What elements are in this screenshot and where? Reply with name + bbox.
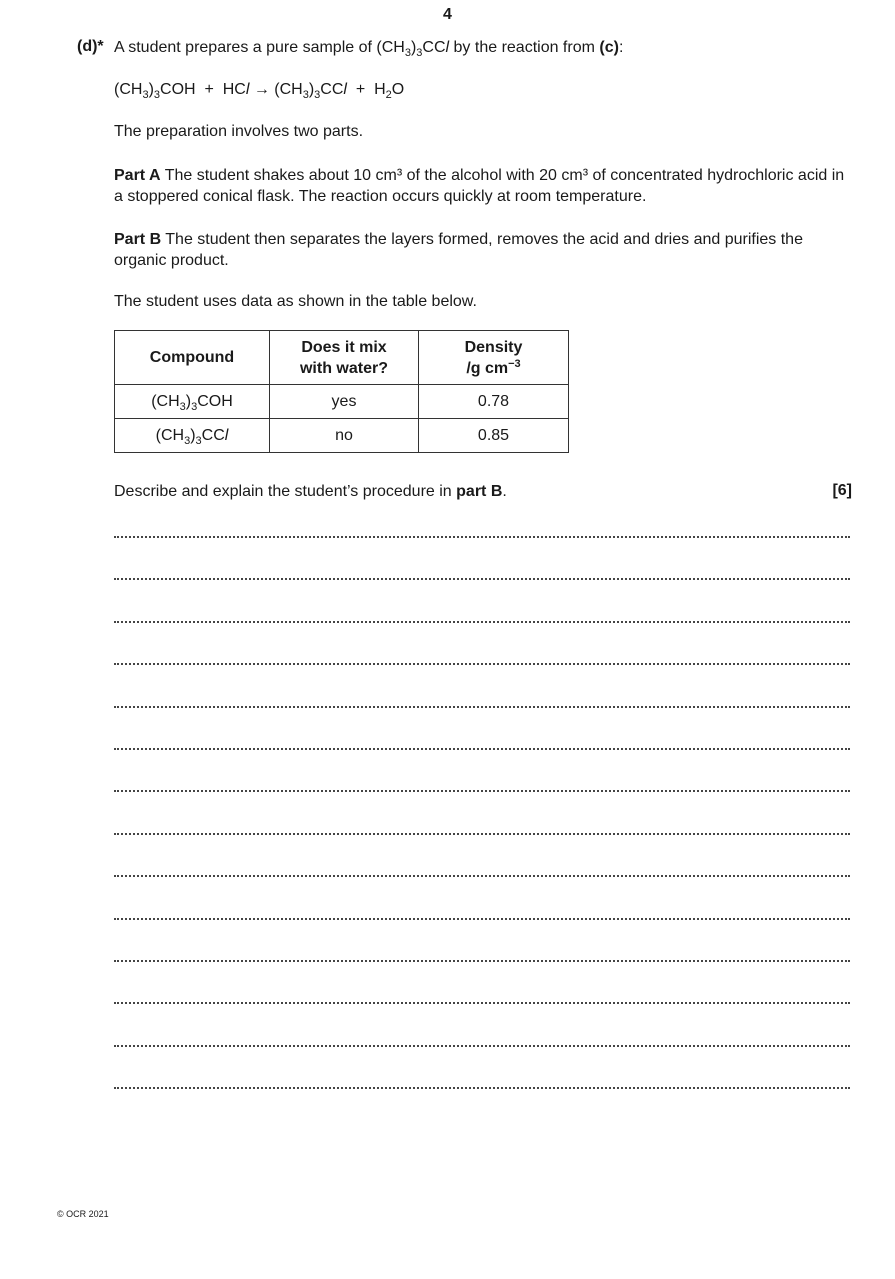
data-intro: The student uses data as shown in the table below. <box>114 293 477 310</box>
answer-line[interactable] <box>114 833 850 835</box>
part-a <box>114 165 854 207</box>
answer-line[interactable] <box>114 960 850 962</box>
cell-mix: no <box>270 419 419 453</box>
task-prompt <box>114 482 507 502</box>
answer-line[interactable] <box>114 1087 850 1089</box>
part-b <box>114 229 854 271</box>
answer-line[interactable] <box>114 578 850 580</box>
intro-ref: (c) <box>599 39 619 56</box>
eq-plus-2: + <box>355 81 366 98</box>
part-b-label: Part B <box>114 231 162 248</box>
answer-line[interactable] <box>114 663 850 665</box>
eq-arrow: → <box>253 81 270 98</box>
preparation-text: The preparation involves two parts. <box>114 123 364 140</box>
question-label: (d)* <box>77 38 104 55</box>
table-header-row <box>115 331 569 385</box>
answer-line[interactable] <box>114 790 850 792</box>
page-number: 4 <box>443 6 452 23</box>
task-text: Describe and explain the student’s procedure in <box>114 483 452 500</box>
task-bold: part B <box>456 483 503 500</box>
cell-density: 0.85 <box>419 419 569 453</box>
cell-density: 0.78 <box>419 385 569 419</box>
intro-colon: : <box>618 39 624 56</box>
answer-line[interactable] <box>114 918 850 920</box>
answer-line[interactable] <box>114 748 850 750</box>
data-table <box>114 330 569 453</box>
table-row <box>115 385 569 419</box>
intro-from: by the reaction from <box>453 39 595 56</box>
header-density: Density /g $cm^{-3}$ <box>419 331 569 385</box>
header-compound: Compound <box>115 331 270 385</box>
intro-text: A student prepares a pure sample of <box>114 39 372 56</box>
part-a-label: Part A <box>114 167 161 184</box>
task-end: . <box>502 483 507 500</box>
answer-line[interactable] <box>114 706 850 708</box>
answer-line[interactable] <box>114 1045 850 1047</box>
question-intro: A student prepares a pure sample of $(CH_3)_3CCl$ by the reaction from (c): <box>114 39 624 59</box>
part-b-text: The student then separates the layers formed, removes the acid and dries and purifies the organic product. <box>114 231 803 269</box>
answer-line[interactable] <box>114 621 850 623</box>
cell-mix: yes <box>270 385 419 419</box>
answer-line[interactable] <box>114 1002 850 1004</box>
answer-line[interactable] <box>114 536 850 538</box>
answer-line[interactable] <box>114 875 850 877</box>
reaction-equation: $(CH_3)_3COH$ + HCl → $(CH_3)_3CCl + H_2O$ <box>114 81 405 101</box>
part-a-text: The student shakes about 10 cm³ of the alcohol with 20 cm³ of concentrated hydrochloric acid in a stoppered conical flask. The reaction occurs quickly at room temperature. <box>114 167 845 205</box>
eq-plus-1: + <box>204 81 214 98</box>
table-row <box>115 419 569 453</box>
header-mix: Does it mix with water? <box>270 331 419 385</box>
cell-compound: $(CH_3)_3COH$ <box>115 385 270 419</box>
copyright: © OCR 2021 <box>57 1209 109 1219</box>
marks-indicator: [6] <box>832 482 852 499</box>
cell-compound: $(CH_3)_3CCl$ <box>115 419 270 453</box>
